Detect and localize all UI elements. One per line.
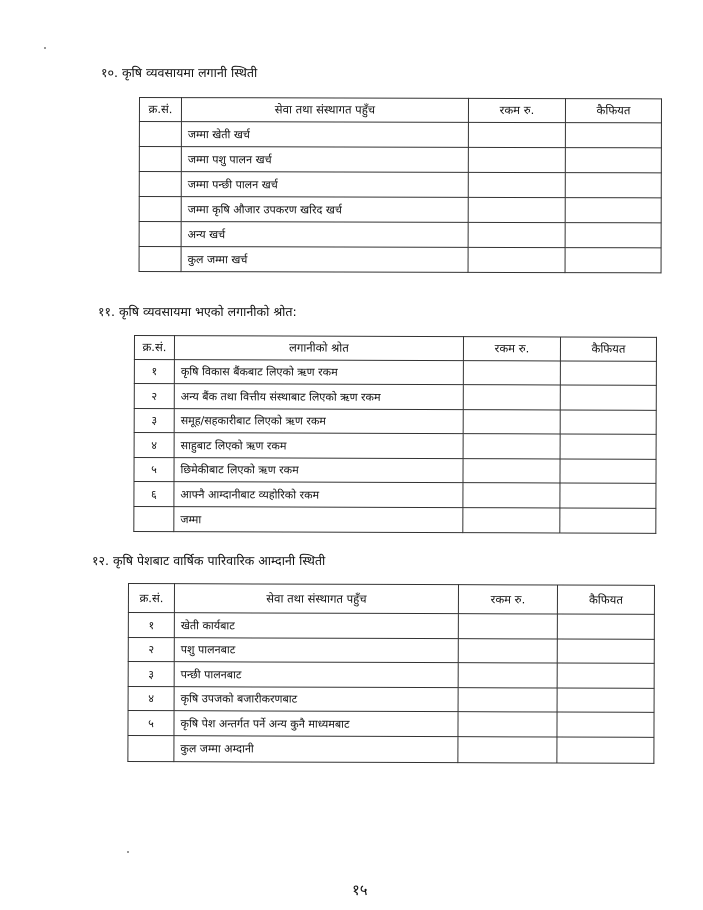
row-label: समूह/सहकारीबाट लिएको ऋण रकम [174, 409, 463, 434]
remarks-cell[interactable] [560, 508, 656, 533]
header-amount: रकम रु. [458, 585, 557, 614]
table-header-row [128, 584, 654, 615]
row-label: जम्मा [174, 507, 463, 533]
remarks-cell[interactable] [557, 663, 654, 688]
remarks-cell[interactable] [560, 361, 656, 385]
amount-cell[interactable] [458, 712, 557, 737]
amount-cell[interactable] [458, 737, 557, 763]
row-label: जम्मा कृषि औजार उपकरण खरिद खर्च [181, 197, 468, 223]
table-row [128, 613, 654, 640]
row-label: कृषि पेश अन्तर्गत पर्ने अन्य कुनै माध्यमबाट [174, 711, 458, 737]
row-label: कृषि विकास बैंकबाट लिएको ऋण रकम [174, 360, 463, 385]
section-11-title: ११. कृषि व्यवसायमा भएको लगानीको श्रोत: [98, 304, 297, 319]
table-header-row [134, 336, 656, 362]
table-row [134, 482, 656, 509]
remarks-cell[interactable] [565, 223, 661, 248]
table-row [139, 147, 661, 173]
header-amount: रकम रु. [463, 337, 560, 361]
remarks-cell[interactable] [557, 614, 654, 639]
row-label: जम्मा पन्छी पालन खर्च [181, 172, 468, 198]
table-row [134, 360, 656, 386]
row-serial [128, 736, 174, 762]
table-row [134, 507, 656, 534]
header-remarks: कैफियत [565, 99, 661, 123]
remarks-cell[interactable] [557, 688, 654, 712]
header-service: सेवा तथा संस्थागत पहुँच [174, 584, 458, 614]
header-serial: क्र.सं. [134, 336, 174, 360]
row-label: कुल जम्मा अम्दानी [174, 736, 458, 763]
table-row [139, 172, 661, 198]
remarks-cell[interactable] [560, 385, 656, 410]
remarks-cell[interactable] [565, 123, 661, 148]
row-label: आफ्नै आम्दानीबाट व्यहोरिको रकम [174, 482, 463, 508]
amount-cell[interactable] [468, 247, 565, 272]
annual-income-table [127, 583, 655, 764]
remarks-cell[interactable] [557, 712, 654, 737]
header-serial: क्र.सं. [128, 584, 174, 613]
header-amount: रकम रु. [468, 98, 565, 122]
remarks-cell[interactable] [560, 410, 656, 434]
row-serial: २ [134, 384, 174, 409]
row-serial: ४ [128, 687, 174, 711]
amount-cell[interactable] [458, 639, 557, 663]
table-row [134, 409, 656, 435]
remarks-cell[interactable] [557, 737, 654, 763]
table-row [139, 222, 661, 248]
table-row [139, 122, 661, 148]
row-serial: ३ [128, 662, 174, 687]
row-label: खेती कार्यबाट [174, 613, 458, 639]
header-remarks: कैफियत [560, 337, 656, 361]
remarks-cell[interactable] [560, 434, 656, 459]
row-label: अन्य खर्च [181, 222, 468, 248]
table-row [128, 638, 654, 664]
amount-cell[interactable] [468, 172, 565, 197]
header-serial: क्र.सं. [139, 98, 181, 122]
row-serial: ३ [134, 409, 174, 433]
remarks-cell[interactable] [565, 148, 661, 173]
header-remarks: कैफियत [557, 585, 654, 614]
section-12-title: १२. कृषि पेशबाट वार्षिक पारिवारिक आम्दानी स्थिती [92, 553, 326, 568]
remarks-cell[interactable] [565, 248, 661, 273]
header-source: लगानीको श्रोत [174, 336, 463, 361]
row-label: कृषि उपजको बजारीकरणबाट [174, 687, 458, 712]
table-row [139, 197, 661, 223]
row-serial: १ [134, 360, 174, 384]
scan-speck [44, 47, 46, 49]
row-serial: ५ [128, 711, 174, 736]
amount-cell[interactable] [463, 508, 560, 533]
table-row [134, 458, 656, 484]
amount-cell[interactable] [463, 483, 560, 508]
amount-cell[interactable] [458, 663, 557, 688]
row-serial [139, 222, 181, 247]
row-serial [134, 507, 174, 532]
amount-cell[interactable] [468, 222, 565, 247]
row-label: छिमेकीबाट लिएको ऋण रकम [174, 458, 463, 483]
scan-speck [127, 851, 129, 853]
table-row [134, 384, 656, 411]
amount-cell[interactable] [463, 361, 560, 385]
row-label: अन्य बैंक तथा वित्तीय संस्थाबाट लिएको ऋण रकम [174, 384, 463, 410]
amount-cell[interactable] [463, 459, 560, 483]
row-label: कुल जम्मा खर्च [181, 247, 468, 273]
amount-cell[interactable] [463, 410, 560, 434]
remarks-cell[interactable] [560, 483, 656, 508]
row-serial [139, 122, 181, 147]
amount-cell[interactable] [458, 614, 557, 639]
table-row [128, 687, 654, 713]
table-row [139, 247, 661, 273]
amount-cell[interactable] [463, 385, 560, 410]
row-serial [139, 172, 181, 197]
row-serial: ५ [134, 458, 174, 482]
page-number: १५ [352, 881, 368, 899]
row-label: साहुबाट लिएको ऋण रकम [174, 433, 463, 459]
investment-status-table [139, 97, 662, 273]
row-serial: ६ [134, 482, 174, 507]
amount-cell[interactable] [468, 147, 565, 172]
table-row [128, 662, 654, 689]
row-label: पन्छी पालनबाट [174, 662, 458, 688]
header-service: सेवा तथा संस्थागत पहुँच [181, 98, 468, 123]
row-serial [139, 197, 181, 222]
row-label: जम्मा खेती खर्च [181, 122, 468, 148]
table-row [128, 736, 654, 764]
row-serial: १ [128, 613, 174, 638]
table-header-row [139, 98, 661, 123]
amount-cell[interactable] [468, 122, 565, 147]
table-row [134, 433, 656, 460]
row-serial: ४ [134, 433, 174, 458]
amount-cell[interactable] [458, 688, 557, 712]
remarks-cell[interactable] [565, 198, 661, 223]
investment-source-table [133, 335, 657, 534]
remarks-cell[interactable] [565, 173, 661, 198]
row-serial [139, 147, 181, 172]
remarks-cell[interactable] [560, 459, 656, 483]
section-10-title: १०. कृषि व्यवसायमा लगानी स्थिती [101, 65, 258, 80]
row-serial: २ [128, 638, 174, 662]
row-serial [139, 247, 181, 272]
table-row [128, 711, 654, 738]
row-label: जम्मा पशु पालन खर्च [181, 147, 468, 173]
row-label: पशु पालनबाट [174, 638, 458, 663]
amount-cell[interactable] [468, 197, 565, 222]
amount-cell[interactable] [463, 434, 560, 459]
remarks-cell[interactable] [557, 639, 654, 663]
